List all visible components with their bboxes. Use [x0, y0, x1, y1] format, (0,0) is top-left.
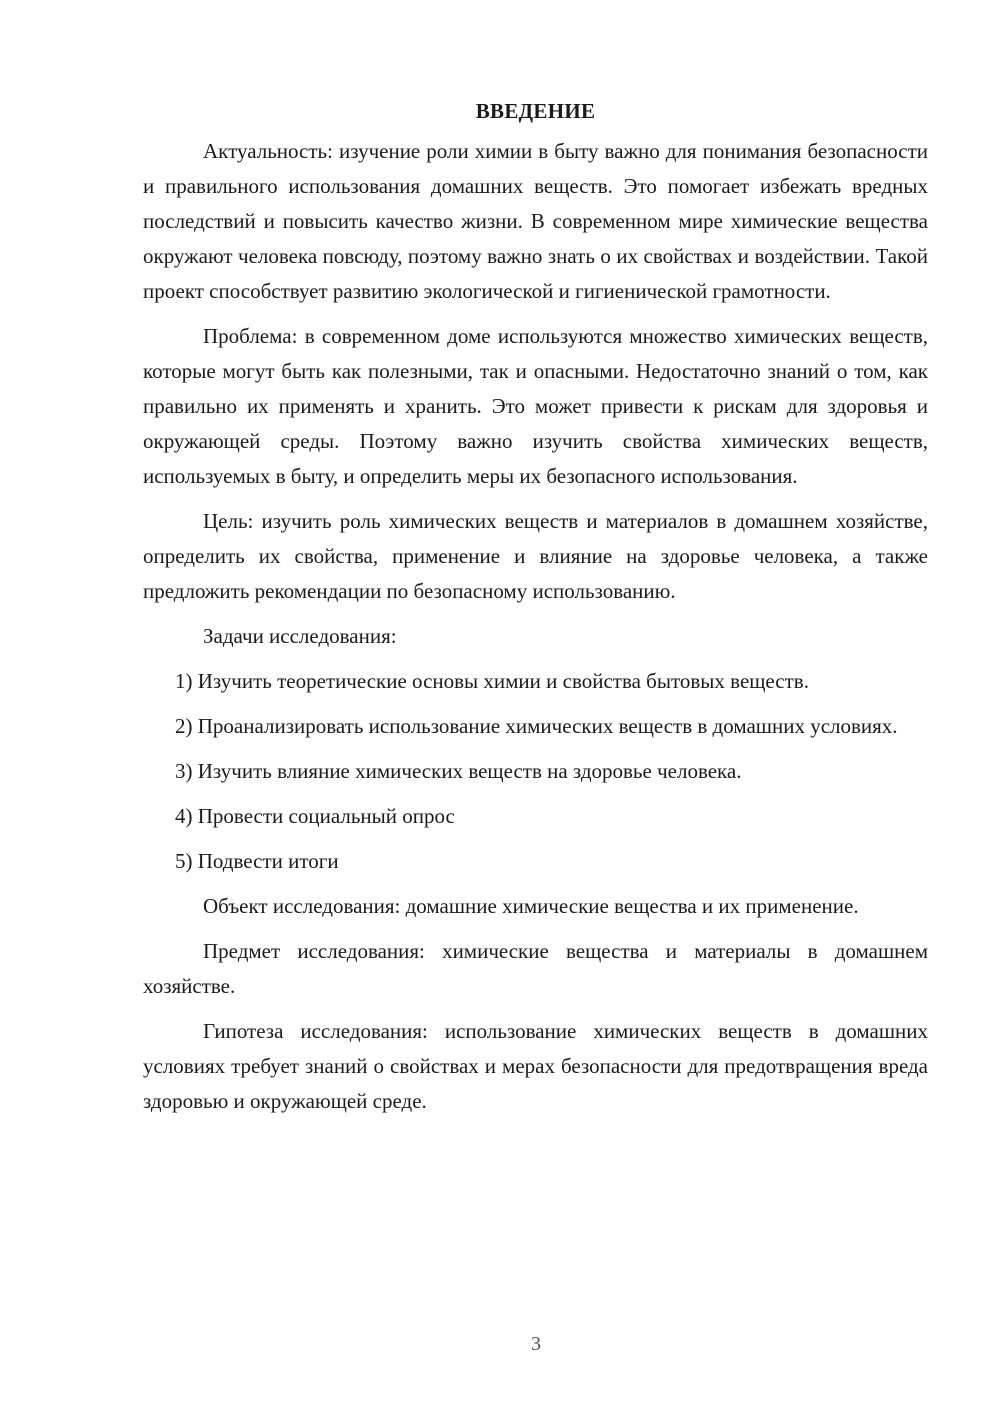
task-item: 2) Проанализировать использование химических веществ в домашних условиях. — [175, 714, 898, 738]
object-paragraph: Объект исследования: домашние химические вещества и их применение. — [203, 894, 859, 918]
subject-paragraph: Предмет исследования: химические вещества и материалы в домашнем хозяйстве. — [143, 939, 928, 998]
problem-paragraph: Проблема: в современном доме используются множество химических веществ, которые могут быть как полезными, так и опасными. Недостаточно знаний о том, как правильно их применять и хранить. Это может привести к рискам для здоровья и окружающей среды. Поэтому важно изучить свойства химических веществ, используемых в быту, и определить меры их безопасного использования. — [143, 324, 928, 488]
page-number: 3 — [531, 1333, 541, 1355]
task-item: 4) Провести социальный опрос — [175, 804, 455, 828]
relevance-paragraph: Актуальность: изучение роли химии в быту важно для понимания безопасности и правильного использования домашних веществ. Это помогает избежать вредных последствий и повысить качество жизни. В современном мире химические вещества окружают человека повсюду, поэтому важно знать о их свойствах и воздействии. Такой проект способствует развитию экологической и гигиенической грамотности. — [143, 139, 928, 303]
page-content — [143, 96, 928, 1129]
task-item: 3) Изучить влияние химических веществ на здоровье человека. — [175, 759, 742, 783]
hypothesis-paragraph: Гипотеза исследования: использование химических веществ в домашних условиях требует знаний о свойствах и мерах безопасности для предотвращения вреда здоровью и окружающей среде. — [143, 1019, 928, 1113]
task-item: 5) Подвести итоги — [175, 849, 339, 873]
task-item: 1) Изучить теоретические основы химии и свойства бытовых веществ. — [175, 669, 809, 693]
tasks-heading: Задачи исследования: — [203, 624, 397, 648]
goal-paragraph: Цель: изучить роль химических веществ и материалов в домашнем хозяйстве, определить их свойства, применение и влияние на здоровье человека, а также предложить рекомендации по безопасному использованию. — [143, 509, 928, 603]
section-title: ВВЕДЕНИЕ — [475, 99, 596, 123]
